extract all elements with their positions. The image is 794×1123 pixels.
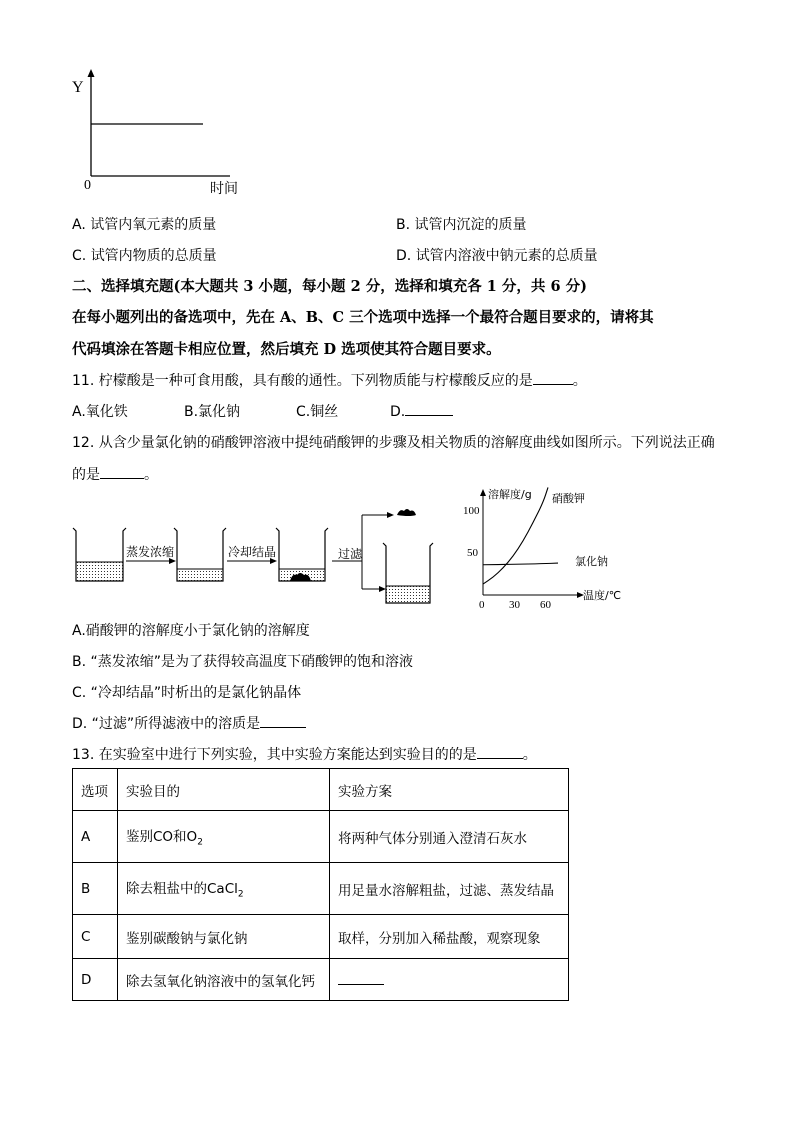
q12-stem-2: 的是 。	[72, 464, 158, 484]
y-axis-arrow	[88, 69, 95, 77]
row-option: A	[73, 811, 118, 863]
chart-y-label: 溶解度/g	[488, 488, 532, 501]
answer-blank	[338, 970, 384, 985]
beaker-4	[383, 543, 433, 603]
row-purpose: 除去粗盐中的CaCl$_2$	[118, 863, 330, 915]
q11-option-c: C.铜丝	[296, 404, 339, 420]
table-row	[73, 811, 569, 863]
answer-blank	[260, 713, 306, 728]
row-purpose: 除去氢氧化钠溶液中的氢氧化钙	[118, 959, 330, 1001]
step-label-filter: 过滤	[338, 547, 363, 561]
tick-label-x-0: 0	[479, 599, 485, 611]
graph-y-label: Y	[72, 79, 84, 96]
legend-kno3: 硝酸钾	[552, 492, 585, 505]
section-instruction-1: 在每小题列出的备选项中，先在 A、B、C 三个选项中选择一个最符合题目要求的，请将其	[72, 309, 654, 326]
tick-label-y-50: 50	[467, 547, 478, 559]
q12-stem-1: 12. 从含少量氯化钠的硝酸钾溶液中提纯硝酸钾的步骤及相关物质的溶解度曲线如图所示。下列说法正确	[72, 435, 715, 451]
step-label-crystallize: 冷却结晶	[228, 545, 277, 559]
legend-nacl: 氯化钠	[575, 555, 608, 568]
q10-option-d: D. 试管内溶液中钠元素的总质量	[396, 248, 598, 264]
q10-option-c: C. 试管内物质的总质量	[72, 248, 217, 264]
q11-option-a: A.氧化铁	[72, 404, 128, 420]
graph-x-label: 时间	[210, 181, 238, 197]
series-nacl-line	[483, 563, 558, 565]
q12-option-a: A.硝酸钾的溶解度小于氯化钠的溶解度	[72, 623, 310, 639]
row-purpose: 鉴别CO和$O_2$	[118, 811, 330, 863]
tick-label-y-100: 100	[463, 505, 480, 517]
row-plan: 取样，分别加入稀盐酸，观察现象	[330, 915, 569, 959]
header-plan: 实验方案	[330, 769, 569, 811]
filtered-crystals	[397, 509, 416, 516]
experiment-table	[72, 768, 569, 1001]
q11-stem: 11. 柠檬酸是一种可食用酸，具有酸的通性。下列物质能与柠檬酸反应的是 。	[72, 370, 587, 390]
mass-time-graph	[60, 66, 250, 201]
section-instruction-2: 代码填涂在答题卡相应位置，然后填充 D 选项使其符合题目要求。	[72, 341, 501, 358]
step-label-evaporate: 蒸发浓缩	[126, 545, 175, 559]
table-row	[73, 959, 569, 1001]
row-option: C	[73, 915, 118, 959]
beaker-1	[73, 528, 126, 581]
table-row	[73, 915, 569, 959]
row-plan: 将两种气体分别通入澄清石灰水	[330, 811, 569, 863]
q13-stem: 13. 在实验室中进行下列实验，其中实验方案能达到实验目的的是 。	[72, 744, 537, 764]
q12-option-c: C. “冷却结晶”时析出的是氯化钠晶体	[72, 685, 302, 701]
q12-option-d: D. “过滤”所得滤液中的溶质是	[72, 713, 306, 733]
chart-x-label: 温度/℃	[583, 589, 622, 602]
answer-blank	[100, 464, 144, 479]
graph-origin-label: 0	[84, 178, 91, 193]
table-header-row	[73, 769, 569, 811]
q11-option-b: B.氯化钠	[184, 404, 241, 420]
section-heading: 二、选择填充题(本大题共 3 小题，每小题 2 分，选择和填充各 1 分，共 6 分)	[72, 278, 587, 295]
q12-option-b: B. “蒸发浓缩”是为了获得较高温度下硝酸钾的饱和溶液	[72, 654, 414, 670]
answer-blank	[477, 744, 523, 759]
row-option: B	[73, 863, 118, 915]
header-purpose: 实验目的	[118, 769, 330, 811]
q10-option-a: A. 试管内氧元素的质量	[72, 217, 217, 233]
beaker-3	[276, 528, 328, 581]
tick-label-x-60: 60	[540, 599, 551, 611]
solubility-chart	[455, 483, 635, 613]
row-plan: 用足量水溶解粗盐，过滤、蒸发结晶	[330, 863, 569, 915]
purification-process-diagram	[70, 495, 450, 610]
q10-option-b: B. 试管内沉淀的质量	[396, 217, 527, 233]
row-option: D	[73, 959, 118, 1001]
tick-label-x-30: 30	[509, 599, 520, 611]
header-option: 选项	[73, 769, 118, 811]
q11-option-d: D.	[390, 401, 453, 420]
table-row	[73, 863, 569, 915]
series-kno3-line	[483, 487, 548, 584]
row-plan	[330, 959, 569, 1001]
answer-blank	[533, 370, 573, 385]
beaker-2	[174, 528, 226, 581]
row-purpose: 鉴别碳酸钠与氯化钠	[118, 915, 330, 959]
answer-blank	[405, 401, 453, 416]
